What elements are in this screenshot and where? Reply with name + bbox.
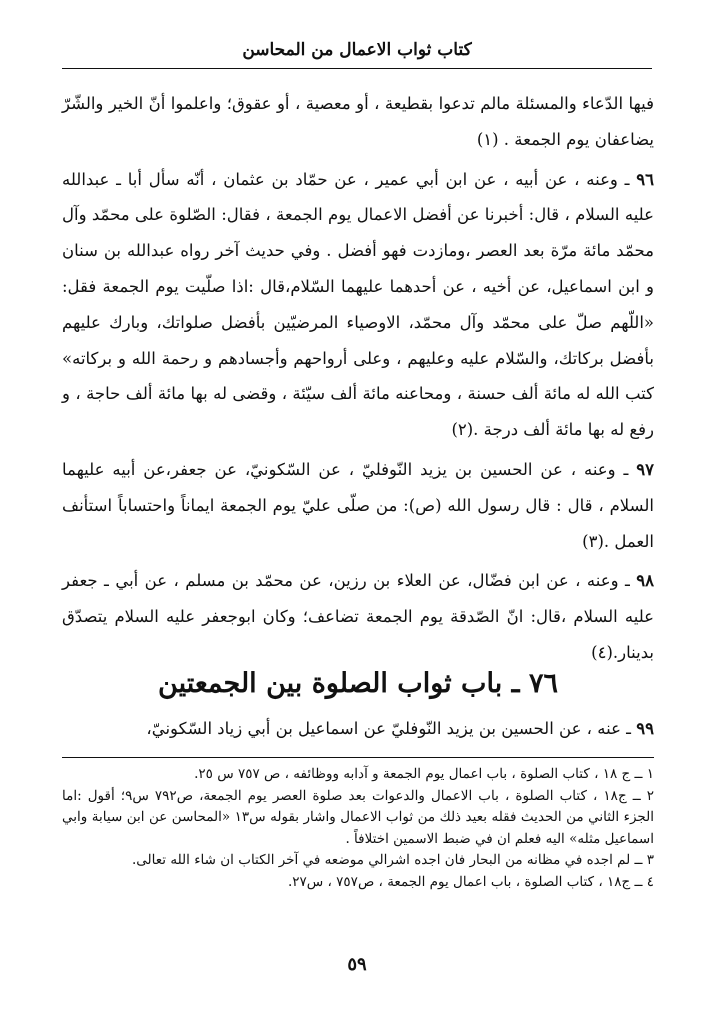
running-header: كتاب ثواب الاعمال من المحاسن [242,40,472,60]
hadith-number: ٩٨ [636,571,654,591]
main-text [62,86,654,675]
hadith-text: ـ وعنه ، عن الحسين بن يزيد النّوفليّ ، عن السّكونيّ، عن جعفر،عن أبيه عليهما السلام ، قال : قال رسول الله (ص): من صلّى عليّ يوم الجمعة ايماناً واحتساباً استأنف العمل .(٣) [62,459,654,551]
footnote: ٣ ــ لم اجده في مظانه من البحار فان اجده اشرالي موضعه في آخر الكتاب ان شاء الله تعالى. [132,852,654,869]
header-divider [62,68,652,69]
hadith-number: ٩٩ [636,719,654,738]
footnote: ١ ــ ج ١٨ ، كتاب الصلوة ، باب اعمال يوم الجمعة و آدابه ووظائفه ، ص ٧٥٧ س ٢٥. [194,766,654,782]
footnote: ٢ ــ ج١٨ ، كتاب الصلوة ، باب الاعمال والدعوات بعد صلوة العصر يوم الجمعة، ص٧٩٢ س٩؛ أقول :اما الجزء الثاني من الحديث فقله بعيد ذلك من ثواب الاعمال واشار بقوله س١٣ «المحاسن عن ابن سيابة وابي اسماعيل مثله» اليه فعلم ان في ضبط الاسمين اختلافاً . [62,787,654,847]
footnote-divider [62,757,654,758]
paragraph [62,86,654,158]
footnotes [62,764,654,894]
hadith-text: ـ عنه ، عن الحسين بن يزيد النّوفليّ عن اسماعيل بن أبي زياد السّكونيّ، [146,719,637,738]
hadith-96 [62,162,654,448]
hadith-number: ٩٧ [636,459,654,479]
footnote: ٤ ــ ج١٨ ، كتاب الصلوة ، باب اعمال يوم الجمعة ، ص٧٥٧ ، س٢٧. [287,873,654,890]
hadith-97 [62,452,654,559]
hadith-text: ـ وعنه ، عن أبيه ، عن ابن أبي عمير ، عن حمّاد بن عثمان ، أنّه سأل أبا ـ عبدالله عليه السلام ، قال: أخبرنا عن أفضل الاعمال يوم الجمعة ، فقال: الصّلوة على محمّد وآل محمّد مائة مرّة بعد العصر ،ومازدت فهو أفضل . وفي حديث آخر رواه عبدالله بن سنان و ابن اسماعيل، عن أخيه ، عن أحدهما عليهما السّلام،قال :اذا صلّيت يوم الجمعة فقل: «اللّهم صلّ على محمّد وآل محمّد، الاوصياء المرضيّين بأفضل صلواتك، وبارك عليهم بأفضل بركاتك، والسّلام عليه وعليهم ، وعلى أرواحهم وأجسادهم و رحمة الله و بركاته» كتب الله له مائة ألف حسنة ، ومحاعنه مائة ألف سيّئة ، وقضى له بها مائة ألف حاجة ، و رفع له بها مائة ألف درجة .(٢) [62,169,654,440]
hadith-99 [62,712,654,746]
chapter-heading: ٧٦ ـ باب ثواب الصلوة بين الجمعتين [158,668,558,699]
hadith-number: ٩٦ [636,169,654,189]
hadith-98 [62,563,654,670]
hadith-text: ـ وعنه ، عن ابن فضّال، عن العلاء بن رزين، عن محمّد بن مسلم ، عن أبي ـ جعفر عليه السلام ،قال: انّ الصّدقة يوم الجمعة تضاعف؛ وكان ابوجعفر عليه السلام يتصدّق بدينار.(٤) [62,571,654,662]
page-number: ٥٩ [347,954,367,975]
paragraph-text: فيها الدّعاء والمسئلة مالم تدعوا بقطيعة ، أو معصية ، أو عقوق؛ واعلموا أنّ الخير والشّرّ يضاعفان يوم الجمعة . (١) [62,94,654,149]
